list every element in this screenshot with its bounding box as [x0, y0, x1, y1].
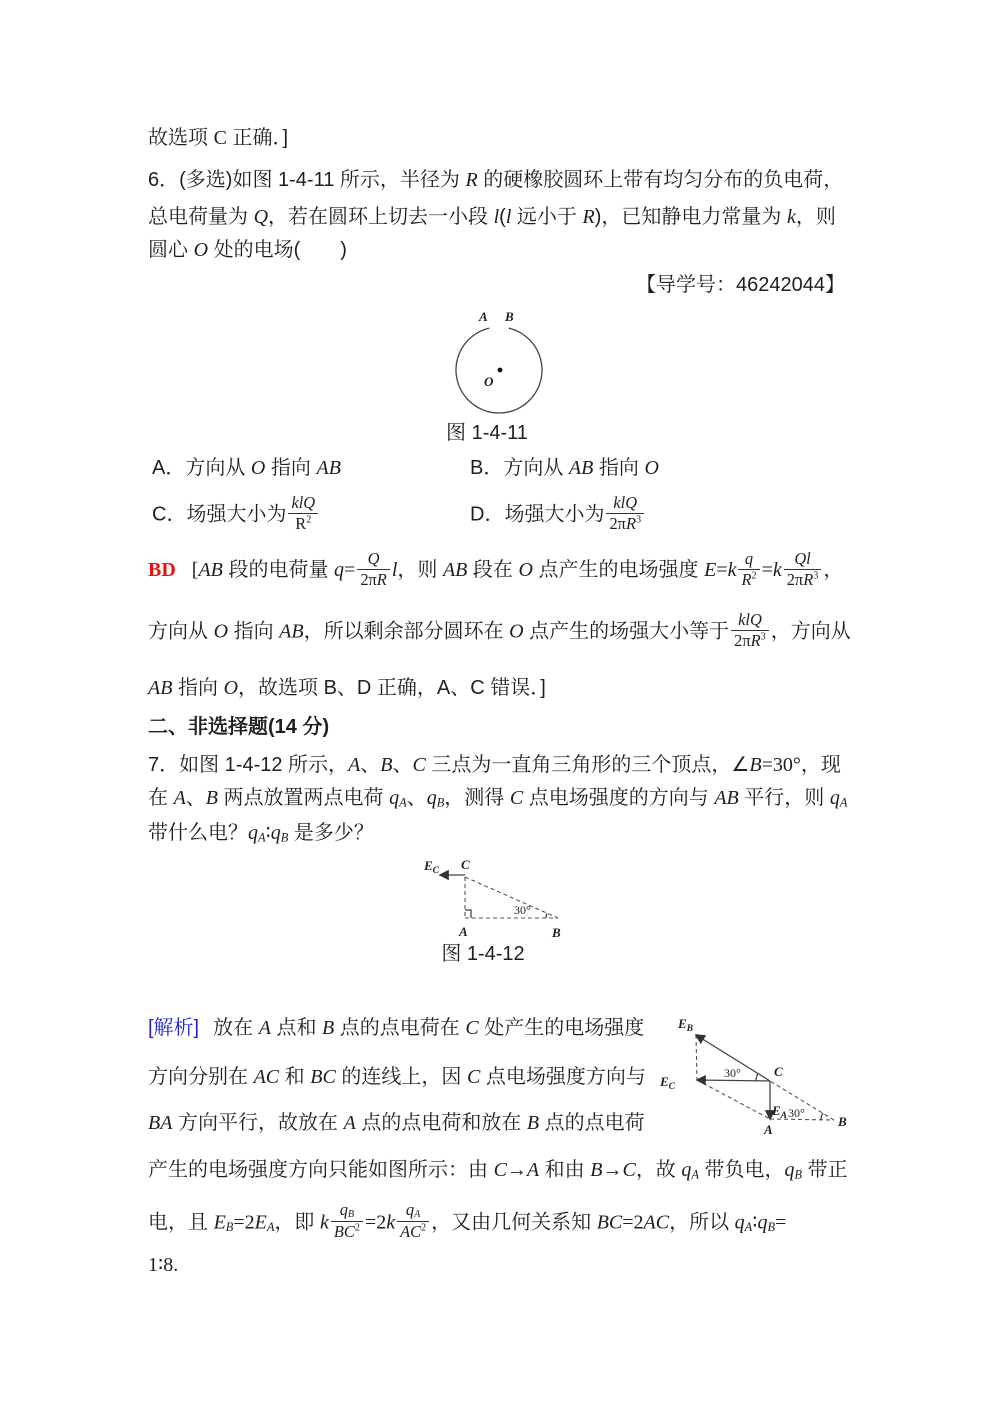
section-2-heading: 二、非选择题(14 分) [148, 716, 330, 738]
label-angle-c: 30° [724, 1066, 741, 1080]
label-eb: $E_B$ [678, 1016, 694, 1034]
q6-stem-line-3: 圆心 O 处的电场( ) [148, 239, 347, 261]
figure-1-4-12-caption: 图 1-4-12 [441, 943, 525, 965]
q7-stem-line-2: 在 A、B 两点放置两点电荷 qA、qB，测得 C 点电场强度的方向与 AB 平行，则 qA [148, 787, 848, 810]
solution-line-2: 方向分别在 AC 和 BC 的连线上，因 C 点电场强度方向与 [148, 1066, 646, 1088]
label-ec: $E_C$ [424, 858, 440, 876]
solution-line-5: 电，且 EB=2EA，即 k $\frac{qB}{BC^2}$ =2k $\frac{qA}{AC^2}$ ，又由几何关系知 BC=2AC，所以 qA∶qB= [148, 1200, 787, 1242]
solution-label: [解析] [148, 1017, 200, 1039]
figure-1-4-12-triangle [420, 856, 580, 941]
q6-stem-line-1: 6．(多选)如图 1-4-11 所示，半径为 R 的硬橡胶圆环上带有均匀分布的负电荷， [148, 169, 844, 191]
label-ea: $E_A$ [772, 1103, 788, 1121]
ring-center-dot [498, 368, 503, 373]
prev-answer-tail: 故选项 C 正确．] [148, 127, 289, 149]
solution-text-1: 放在 A 点和 B 点的点电荷在 C 处产生的电场强度 [213, 1017, 645, 1039]
guide-number: 【导学号：46242044】 [636, 274, 845, 296]
triangle-side-cb [465, 877, 558, 918]
solution-line-6: 1∶8. [148, 1254, 179, 1276]
q6-answer-line-2: 方向从 O 指向 AB，所以剩余部分圆环在 O 点产生的场强大小等于 $\frac{\text{klQ}}{2\pi R^3}$ ，方向从 [148, 610, 851, 650]
label-angle-b: 30° [514, 903, 531, 917]
q6-stem-line-2: 总电荷量为 Q，若在圆环上切去一小段 l(l 远小于 R)，已知静电力常量为 k，则 [148, 206, 836, 228]
q6-answer-line-1 [148, 551, 843, 591]
q6-option-c: C．场强大小为 $\frac{\text{klQ}}{R^2}$ [152, 495, 320, 535]
label-b: B [552, 925, 561, 940]
solution-line-3: BA 方向平行，故放在 A 点的点电荷和放在 B 点的点电荷 [148, 1112, 645, 1134]
q7-stem-line-3: 带什么电？qA∶qB 是多少？ [148, 822, 374, 845]
label-c: C [461, 857, 470, 872]
angle-arc-b2 [821, 1113, 823, 1120]
ring-label-b: B [505, 309, 514, 324]
figure-1-4-11-caption: 图 1-4-11 [446, 422, 528, 444]
label-a: A [459, 924, 468, 939]
label-angle-b2: 30° [788, 1106, 805, 1120]
solution-vector-diagram [658, 1008, 863, 1138]
q6-answer-line-3: AB 指向 O，故选项 B、D 正确，A、C 错误．] [148, 677, 546, 699]
solution-line-4: 产生的电场强度方向只能如图所示：由 C→A 和由 B→C，故 qA 带负电，qB 带正 [148, 1159, 848, 1182]
right-angle-mark [465, 910, 471, 918]
solution-line-1 [148, 1010, 644, 1046]
angle-arc-c [756, 1074, 758, 1081]
q6-answer-label: BD [148, 559, 176, 582]
ring-label-a: A [479, 309, 488, 324]
q6-option-a: A．方向从 O 指向 AB [152, 457, 341, 479]
label-ec2: $E_C$ [660, 1074, 676, 1092]
figure-1-4-11-ring [437, 303, 577, 421]
q6-answer-text-1: [AB 段的电荷量 q= $\frac{Q}{2\pi R}$ l，则 AB 段在 O 点产生的电场强度 E=k $\frac{q}{R^2}$ =k $\frac{Ql}{2\pi R^3}$ ， [191, 549, 844, 589]
parallelogram-side-left [696, 1035, 697, 1080]
label-b2: B [838, 1114, 847, 1129]
label-c2: C [774, 1064, 783, 1079]
q7-stem-line-1: 7．如图 1-4-12 所示，A、B、C 三点为一直角三角形的三个顶点，∠B=30°，现 [148, 754, 841, 776]
parallelogram-side-bottom [697, 1080, 770, 1119]
q6-option-b: B．方向从 AB 指向 O [470, 457, 659, 479]
label-a2: A [764, 1122, 773, 1137]
angle-arc-b [546, 913, 547, 918]
q6-option-d: D．场强大小为 $\frac{\text{klQ}}{2\pi R^3}$ [470, 495, 646, 535]
ring-label-o: O [484, 374, 494, 389]
ec-resultant-arrow [697, 1080, 770, 1081]
